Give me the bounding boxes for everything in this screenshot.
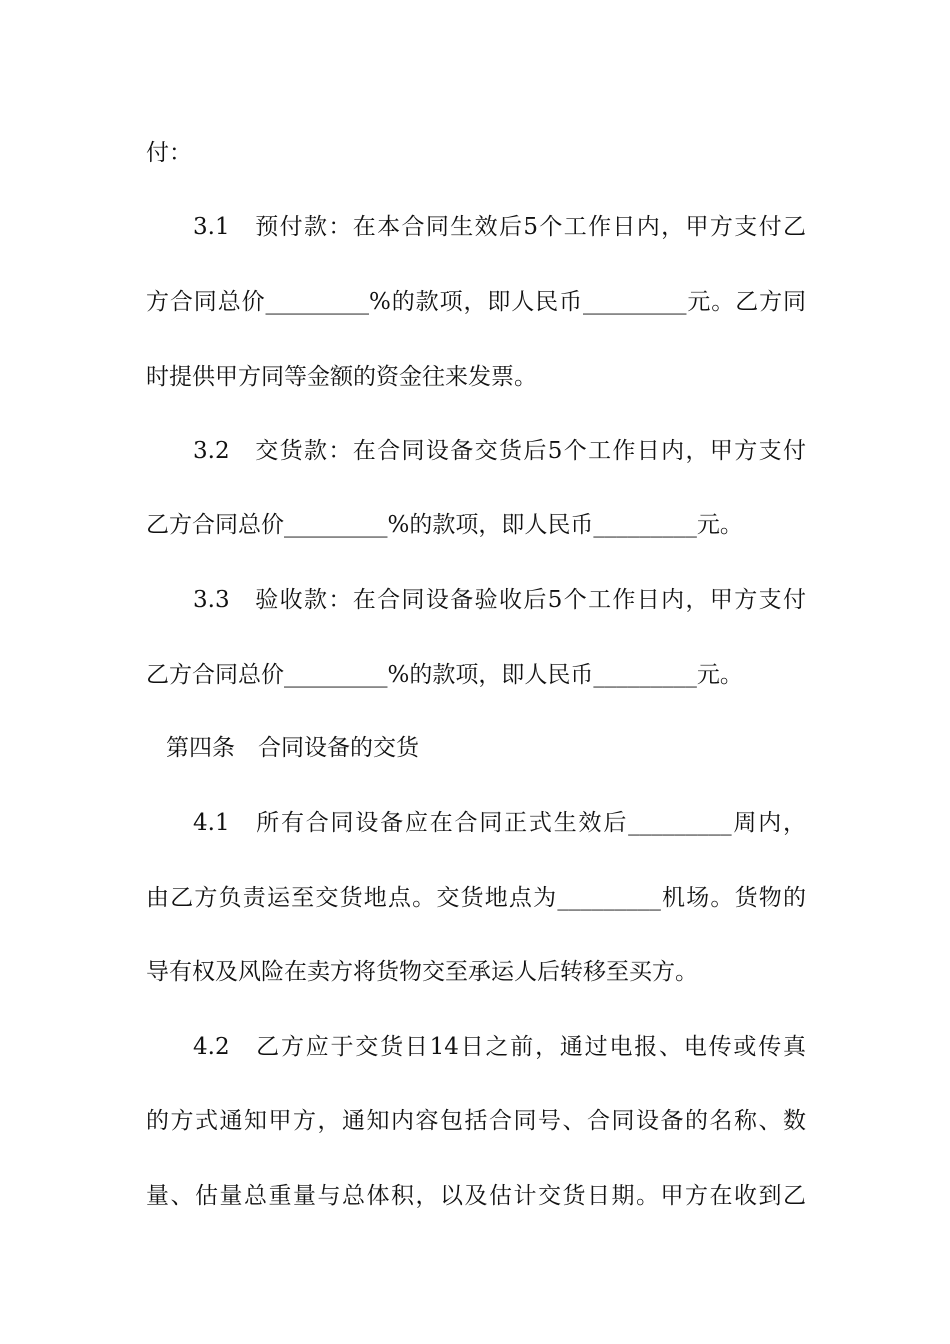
clause-4-2-line: 4.2 乙方应于交货日14日之前，通过电报、电传或传真 — [193, 1034, 806, 1060]
text-line: 由乙方负责运至交货地点。交货地点为_________机场。货物的 — [146, 885, 806, 911]
clause-4-1-line: 4.1 所有合同设备应在合同正式生效后_________周内， — [193, 810, 806, 836]
clause-3-1-line: 3.1 预付款：在本合同生效后5个工作日内，甲方支付乙 — [193, 214, 806, 240]
text-line: 方合同总价_________%的款项，即人民币_________元。乙方同 — [146, 289, 806, 315]
text-line: 量、估量总重量与总体积，以及估计交货日期。甲方在收到乙 — [146, 1183, 806, 1209]
text-line: 导有权及风险在卖方将货物交至承运人后转移至买方。 — [146, 959, 698, 985]
text-line: 付： — [146, 140, 192, 166]
text-line: 乙方合同总价_________%的款项，即人民币_________元。 — [146, 512, 743, 538]
clause-3-2-line: 3.2 交货款：在合同设备交货后5个工作日内，甲方支付 — [193, 438, 806, 464]
text-line: 时提供甲方同等金额的资金往来发票。 — [146, 364, 537, 390]
text-line: 的方式通知甲方，通知内容包括合同号、合同设备的名称、数 — [146, 1108, 806, 1134]
section-heading: 第四条 合同设备的交货 — [166, 735, 419, 761]
clause-3-3-line: 3.3 验收款：在合同设备验收后5个工作日内，甲方支付 — [193, 587, 806, 613]
text-line: 乙方合同总价_________%的款项，即人民币_________元。 — [146, 662, 743, 688]
